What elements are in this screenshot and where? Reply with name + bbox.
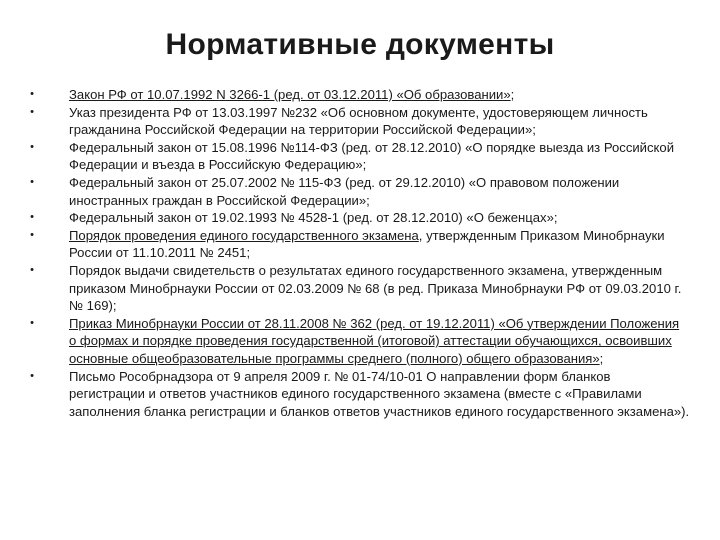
list-item (26, 315, 690, 368)
list-item-text: Федеральный закон от 15.08.1996 №114-ФЗ (ред. от 28.12.2010) «О порядке выезда из Российской Федерации и въезда в Российскую Федерацию»; (69, 139, 675, 173)
bullet-icon: • (30, 175, 34, 188)
bullet-icon: • (30, 228, 34, 241)
list-item (26, 174, 690, 209)
bullet-icon: • (30, 369, 34, 382)
list-item (26, 86, 690, 104)
list-item-text: ; (599, 350, 604, 366)
list-item-text: Порядок выдачи свидетельств о результатах единого государственного экзамена, утвержденным приказом Минобрнауки России от 02.03.2009 № 68 (в ред. Приказа Минобрнауки РФ от 09.03.2010 г. № 169); (69, 262, 682, 314)
list-item-text: Федеральный закон от 25.07.2002 № 115-ФЗ (ред. от 29.12.2010) «О правовом положении иностранных граждан в Российской Федерации»; (69, 174, 620, 208)
bullet-icon: • (30, 140, 34, 153)
slide-title: Нормативные документы (165, 28, 555, 61)
bullet-icon: • (30, 263, 34, 276)
list-item-text: Письмо Рособрнадзора от 9 апреля 2009 г. № 01-74/10-01 О направлении форм бланков регистрации и ответов участников единого государственного экзамена (вместе с «Правилами заполнения бланка регистрации и бланков ответов участников единого государственного экзамена»). (69, 368, 690, 419)
list-item-text: Федеральный закон от 19.02.1993 № 4528-1 (ред. от 28.12.2010) «О беженцах»; (69, 210, 558, 226)
documents-list (26, 86, 690, 420)
list-item (26, 139, 690, 174)
list-item (26, 262, 690, 315)
list-item (26, 368, 690, 421)
list-item (26, 209, 690, 227)
law-3266-1-link[interactable]: Закон РФ от 10.07.1992 N 3266-1 (ред. от 03.12.2011) «Об образовании» (69, 87, 511, 102)
bullet-icon: • (30, 105, 34, 118)
list-item-text: Указ президента РФ от 13.03.1997 №232 «Об основном документе, удостоверяющем личность гражданина Российской Федерации на территории Российской Федерации»; (69, 104, 648, 138)
order-362-link[interactable]: Приказ Минобрнауки России от 28.11.2008 № 362 (ред. от 19.12.2011) «Об утверждении Положения о формах и порядке проведения государственной (итоговой) аттестации обучающихся, освоивших основные общеобразовательные программы среднего (полного) общего образования» (69, 315, 680, 366)
bullet-icon: • (30, 316, 34, 329)
list-item-text: , утвержденным Приказом Минобрнауки России от 11.10.2011 № 2451; (69, 227, 665, 261)
bullet-icon: • (30, 88, 34, 100)
list-item (26, 227, 690, 262)
list-item-text: ; (510, 87, 515, 102)
bullet-icon: • (30, 211, 34, 224)
ege-procedure-link[interactable]: Порядок проведения единого государственного экзамена (69, 227, 419, 243)
list-item (26, 104, 690, 139)
